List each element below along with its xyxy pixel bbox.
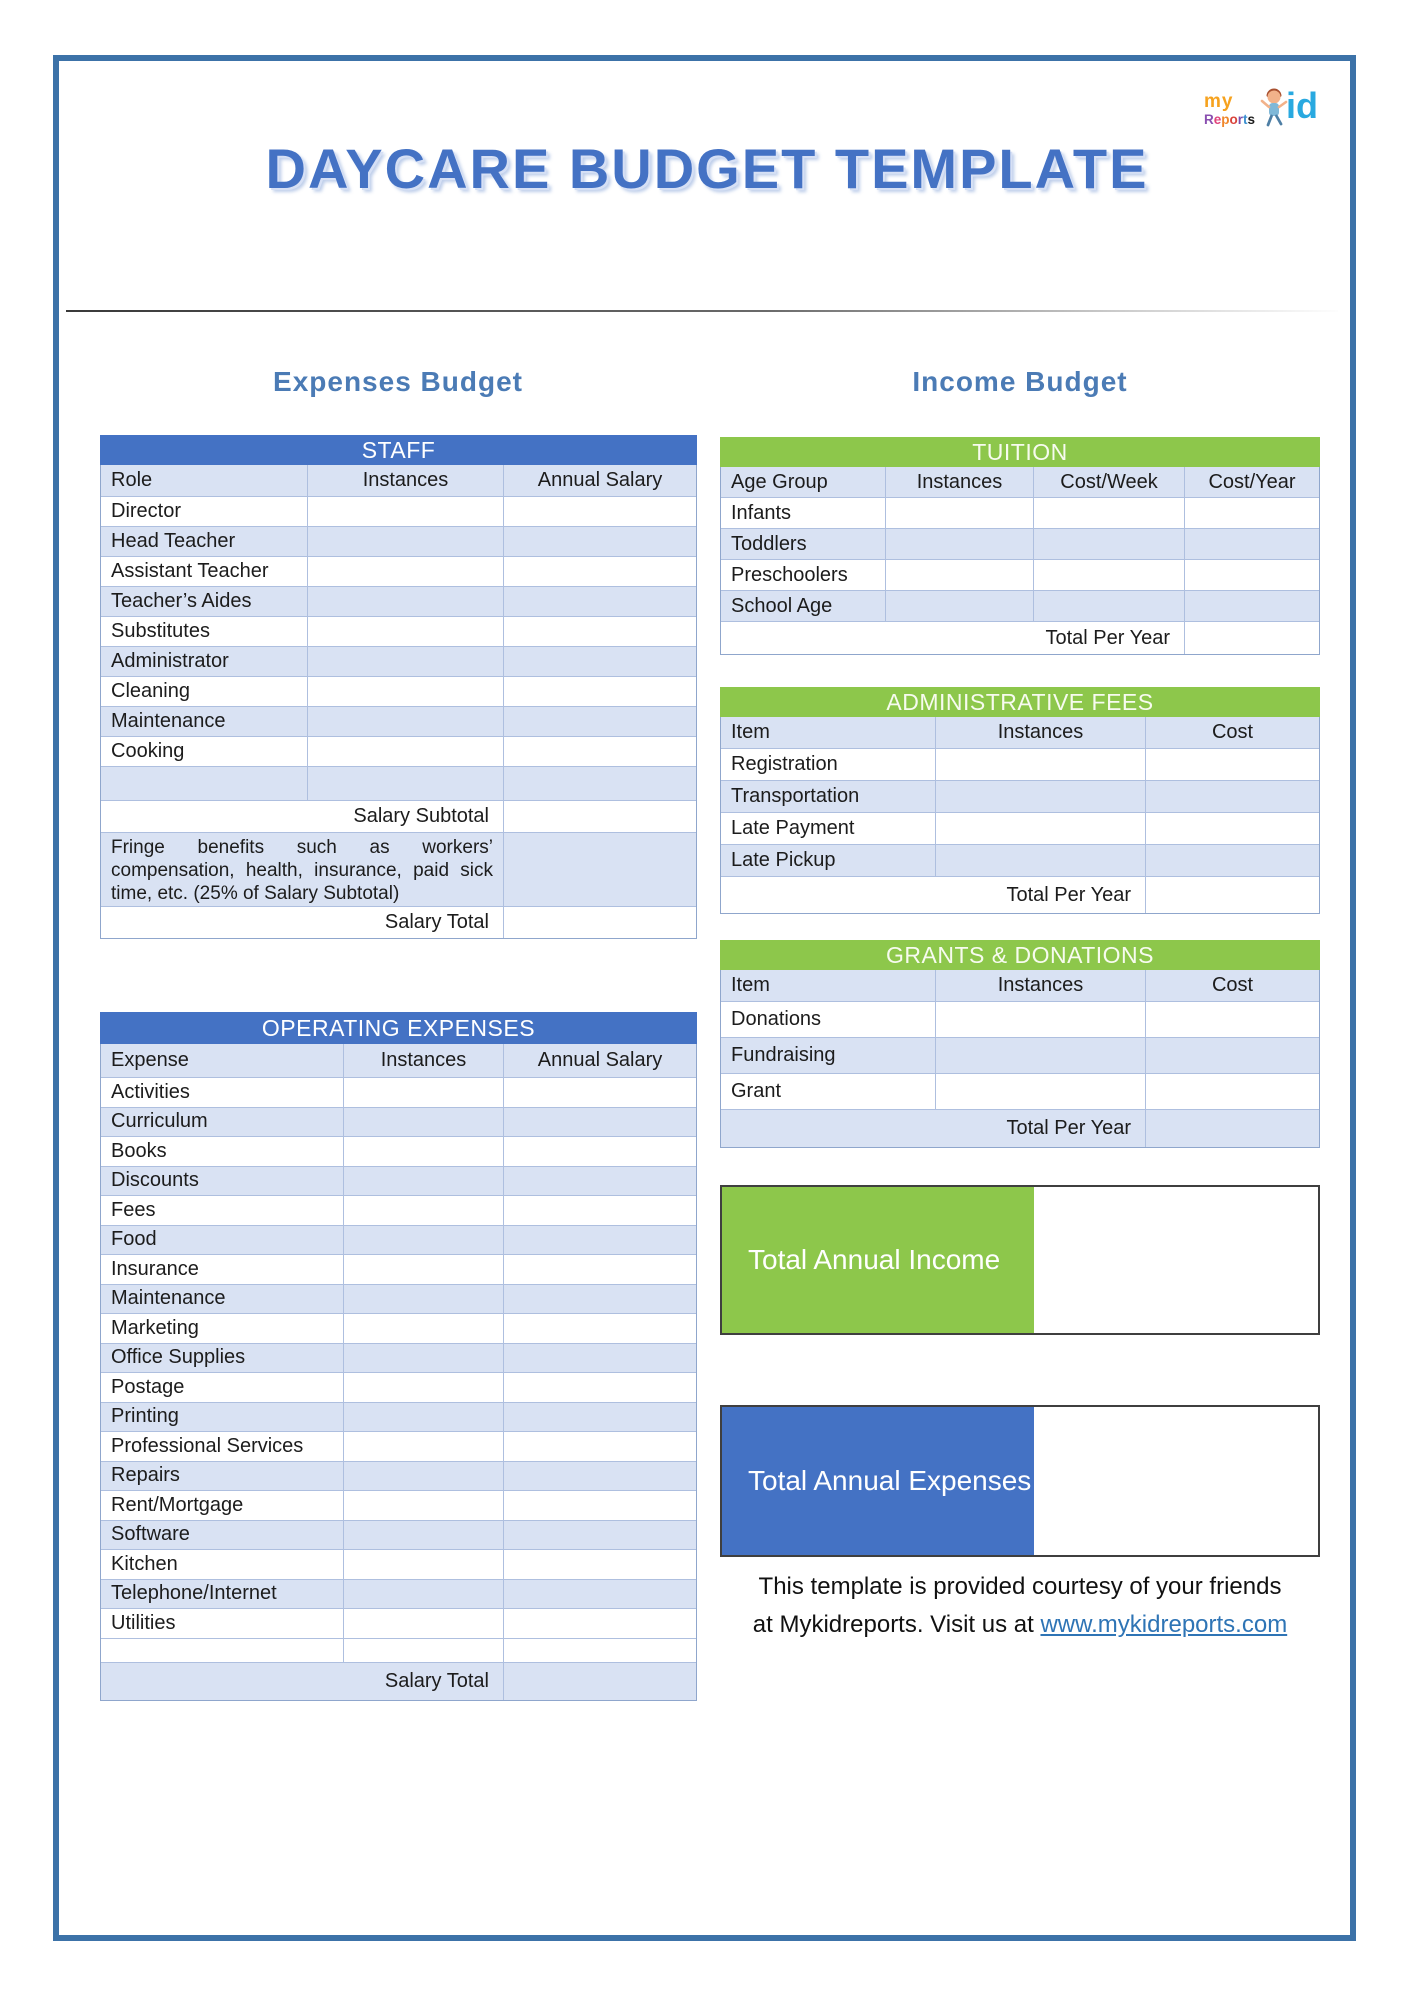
administrative-fees-table: [720, 687, 1320, 914]
expense-cell: Repairs: [101, 1462, 344, 1491]
instances-cell: [344, 1344, 504, 1373]
staff-row: [101, 616, 696, 646]
annual-salary-cell: [504, 1108, 696, 1137]
annual-salary-cell: [504, 1344, 696, 1373]
grants-total-row: [721, 1109, 1319, 1147]
instances-cell: [344, 1403, 504, 1432]
annual-salary-cell: [504, 647, 696, 676]
column-header-instances: Instances: [344, 1044, 504, 1077]
mykidreports-link[interactable]: www.mykidreports.com: [1040, 1611, 1288, 1638]
operating-header-row: [101, 1044, 696, 1077]
expense-row: [101, 1107, 696, 1137]
instances-cell: [936, 749, 1146, 780]
annual-salary-cell: [504, 1609, 696, 1638]
age-group-cell: Toddlers: [721, 529, 886, 559]
cost-year-cell: [1185, 591, 1319, 621]
kid-icon: [1259, 86, 1289, 133]
age-group-cell: Preschoolers: [721, 560, 886, 590]
instances-cell: [886, 591, 1034, 621]
instances-cell: [308, 497, 504, 526]
staff-empty-row: [101, 766, 696, 800]
annual-salary-cell: [504, 1373, 696, 1402]
annual-salary-cell: [504, 497, 696, 526]
instances-cell: [308, 707, 504, 736]
expense-row: [101, 1284, 696, 1314]
operating-salary-total-label: Salary Total: [101, 1663, 504, 1700]
expense-cell: Books: [101, 1137, 344, 1166]
grant-row: [721, 1037, 1319, 1073]
cost-cell: [1146, 1038, 1319, 1073]
cost-cell: [1146, 813, 1319, 844]
item-cell: Late Payment: [721, 813, 936, 844]
cost-week-cell: [1034, 498, 1185, 528]
cost-week-cell: [1034, 591, 1185, 621]
instances-cell: [344, 1108, 504, 1137]
expense-cell: Postage: [101, 1373, 344, 1402]
fringe-benefits-value: [504, 833, 696, 906]
instances-cell: [308, 587, 504, 616]
column-header-item: Item: [721, 970, 936, 1001]
annual-salary-cell: [504, 1137, 696, 1166]
fringe-benefits-row: [101, 832, 696, 906]
annual-salary-cell: [504, 677, 696, 706]
instances-cell: [344, 1314, 504, 1343]
expense-cell: Printing: [101, 1403, 344, 1432]
fringe-benefits-note: Fringe benefits such as workers’ compensation, health, insurance, paid sick time, etc. (25% of Salary Subtotal): [101, 833, 504, 906]
instances-cell: [344, 1167, 504, 1196]
expense-row: [101, 1372, 696, 1402]
column-header-annual-salary: Annual Salary: [537, 469, 663, 491]
grants-total-label: Total Per Year: [721, 1110, 1146, 1147]
instances-cell: [936, 781, 1146, 812]
admin-fee-row: [721, 844, 1319, 876]
grants-total-value: [1146, 1110, 1319, 1147]
instances-cell: [344, 1196, 504, 1225]
annual-salary-cell: [504, 1078, 696, 1107]
role-cell: Head Teacher: [101, 527, 308, 556]
instances-cell: [344, 1226, 504, 1255]
instances-cell: [936, 813, 1146, 844]
cost-cell: [1146, 749, 1319, 780]
column-header-instances: Instances: [308, 465, 504, 496]
expense-row: [101, 1490, 696, 1520]
column-header-item: Item: [721, 717, 936, 748]
expense-row: [101, 1520, 696, 1550]
instances-cell: [308, 677, 504, 706]
column-header-cost-week: Cost/Week: [1034, 467, 1185, 497]
administrative-fees-title: ADMINISTRATIVE FEES: [720, 687, 1320, 717]
cost-cell: [1146, 1074, 1319, 1109]
grant-row: [721, 1073, 1319, 1109]
role-cell: Cleaning: [101, 677, 308, 706]
expense-cell: Telephone/Internet: [101, 1580, 344, 1609]
tuition-row: [721, 497, 1319, 528]
admin-total-label: Total Per Year: [721, 877, 1146, 913]
annual-salary-cell: [504, 1196, 696, 1225]
instances-cell: [936, 1038, 1146, 1073]
annual-salary-cell: [504, 1521, 696, 1550]
cost-year-cell: [1185, 498, 1319, 528]
salary-total-row: [101, 906, 696, 938]
tuition-row: [721, 590, 1319, 621]
instances-cell: [936, 845, 1146, 876]
annual-salary-cell: [504, 1462, 696, 1491]
instances-cell: [936, 1074, 1146, 1109]
instances-cell: [886, 498, 1034, 528]
annual-salary-cell: [504, 1491, 696, 1520]
cost-year-cell: [1185, 560, 1319, 590]
tuition-table: [720, 437, 1320, 655]
item-cell: Fundraising: [721, 1038, 936, 1073]
expense-row: [101, 1313, 696, 1343]
role-cell: Teacher’s Aides: [101, 587, 308, 616]
column-header-instances: Instances: [936, 717, 1146, 748]
instances-cell: [344, 1550, 504, 1579]
cost-week-cell: [1034, 529, 1185, 559]
instances-cell: [308, 557, 504, 586]
instances-cell: [936, 1002, 1146, 1037]
expense-cell: Food: [101, 1226, 344, 1255]
column-header-expense: Expense: [101, 1044, 344, 1077]
total-annual-expenses-box: [720, 1405, 1320, 1557]
expense-row: [101, 1166, 696, 1196]
page-title: DAYCARE BUDGET TEMPLATE: [265, 137, 1149, 200]
age-group-cell: School Age: [721, 591, 886, 621]
annual-salary-cell: [504, 1167, 696, 1196]
annual-salary-cell: [504, 1226, 696, 1255]
admin-fee-row: [721, 812, 1319, 844]
item-cell: Grant: [721, 1074, 936, 1109]
admin-total-row: [721, 876, 1319, 913]
expense-cell: Rent/Mortgage: [101, 1491, 344, 1520]
operating-expenses-table: [100, 1012, 697, 1701]
item-cell: Transportation: [721, 781, 936, 812]
expense-cell: Utilities: [101, 1609, 344, 1638]
column-header-age-group: Age Group: [721, 467, 886, 497]
staff-row: [101, 646, 696, 676]
admin-header-row: [721, 717, 1319, 748]
instances-cell: [344, 1462, 504, 1491]
staff-row: [101, 736, 696, 766]
instances-cell: [344, 1609, 504, 1638]
operating-expenses-title: OPERATING EXPENSES: [100, 1012, 697, 1044]
instances-cell: [344, 1285, 504, 1314]
staff-row: [101, 526, 696, 556]
expense-row: [101, 1077, 696, 1107]
tuition-total-label: Total Per Year: [721, 622, 1185, 654]
instances-cell: [886, 529, 1034, 559]
annual-salary-cell: [504, 557, 696, 586]
expense-cell: Kitchen: [101, 1550, 344, 1579]
total-annual-income-label: Total Annual Income: [722, 1187, 1034, 1333]
expense-cell: Professional Services: [101, 1432, 344, 1461]
expense-row: [101, 1461, 696, 1491]
logo-text-left: [1204, 92, 1255, 127]
operating-empty-row: [101, 1638, 696, 1662]
operating-salary-total-value: [504, 1663, 696, 1700]
item-cell: Late Pickup: [721, 845, 936, 876]
annual-salary-cell: [504, 737, 696, 766]
column-header-cost-year: Cost/Year: [1208, 470, 1296, 493]
expense-cell: Software: [101, 1521, 344, 1550]
expense-row: [101, 1343, 696, 1373]
logo-id-text: id: [1286, 85, 1319, 126]
grant-row: [721, 1001, 1319, 1037]
item-cell: Donations: [721, 1002, 936, 1037]
instances-cell: [886, 560, 1034, 590]
cost-cell: [1146, 781, 1319, 812]
total-annual-income-value: [1034, 1187, 1318, 1333]
expense-row: [101, 1195, 696, 1225]
instances-cell: [308, 647, 504, 676]
logo-my-text: my: [1204, 91, 1234, 112]
total-annual-income-box: [720, 1185, 1320, 1335]
expense-row: [101, 1402, 696, 1432]
expense-row: [101, 1136, 696, 1166]
role-cell: Assistant Teacher: [101, 557, 308, 586]
expense-cell: Activities: [101, 1078, 344, 1107]
mykidreports-logo: [1204, 86, 1318, 133]
expense-cell: Office Supplies: [101, 1344, 344, 1373]
expense-cell: Marketing: [101, 1314, 344, 1343]
staff-row: [101, 706, 696, 736]
admin-fee-row: [721, 780, 1319, 812]
instances-cell: [344, 1078, 504, 1107]
expense-cell: Fees: [101, 1196, 344, 1225]
annual-salary-cell: [504, 707, 696, 736]
cost-week-cell: [1034, 560, 1185, 590]
cost-cell: [1146, 1002, 1319, 1037]
operating-salary-total-row: [101, 1662, 696, 1700]
instances-cell: [344, 1373, 504, 1402]
salary-subtotal-row: [101, 800, 696, 832]
tuition-row: [721, 528, 1319, 559]
staff-header-row: [101, 465, 696, 496]
staff-row: [101, 676, 696, 706]
instances-cell: [344, 1432, 504, 1461]
total-annual-expenses-value: [1034, 1407, 1318, 1555]
expense-cell: Discounts: [101, 1167, 344, 1196]
instances-cell: [344, 1580, 504, 1609]
instances-cell: [344, 1491, 504, 1520]
expense-row: [101, 1254, 696, 1284]
salary-subtotal-value: [504, 801, 696, 832]
logo-reports-text: Reports: [1204, 112, 1256, 127]
expense-row: [101, 1549, 696, 1579]
income-budget-heading: Income Budget: [912, 366, 1128, 397]
annual-salary-cell: [504, 587, 696, 616]
expense-cell: Insurance: [101, 1255, 344, 1284]
annual-salary-cell: [504, 527, 696, 556]
admin-total-value: [1146, 877, 1319, 913]
staff-row: [101, 586, 696, 616]
column-header-instances: Instances: [936, 970, 1146, 1001]
staff-row: [101, 556, 696, 586]
annual-salary-cell: [504, 1550, 696, 1579]
expenses-budget-heading: Expenses Budget: [273, 366, 523, 397]
expense-row: [101, 1579, 696, 1609]
role-cell: Cooking: [101, 737, 308, 766]
role-cell: Substitutes: [101, 617, 308, 646]
salary-total-value: [504, 907, 696, 938]
annual-salary-cell: [504, 617, 696, 646]
title-divider: [66, 310, 1338, 312]
cost-year-cell: [1185, 529, 1319, 559]
grants-header-row: [721, 970, 1319, 1001]
item-cell: Registration: [721, 749, 936, 780]
annual-salary-cell: [504, 1314, 696, 1343]
column-header-instances: Instances: [886, 467, 1034, 497]
column-header-cost: Cost: [1211, 721, 1254, 743]
salary-total-label: Salary Total: [101, 907, 504, 938]
salary-subtotal-label: Salary Subtotal: [101, 801, 504, 832]
role-cell: Administrator: [101, 647, 308, 676]
role-cell: Maintenance: [101, 707, 308, 736]
instances-cell: [308, 527, 504, 556]
expense-cell: Curriculum: [101, 1108, 344, 1137]
annual-salary-cell: [504, 1403, 696, 1432]
instances-cell: [344, 1255, 504, 1284]
total-annual-expenses-label: Total Annual Expenses: [722, 1407, 1034, 1555]
tuition-total-value: [1185, 622, 1319, 654]
admin-fee-row: [721, 748, 1319, 780]
tuition-header-row: [721, 467, 1319, 497]
column-header-cost: Cost: [1211, 974, 1254, 996]
footer-note: [714, 1568, 1326, 1644]
staff-row: [101, 496, 696, 526]
tuition-row: [721, 559, 1319, 590]
instances-cell: [344, 1137, 504, 1166]
grants-donations-title: GRANTS & DONATIONS: [720, 940, 1320, 970]
column-header-annual-salary: Annual Salary: [537, 1049, 663, 1071]
column-header-role: Role: [101, 465, 308, 496]
staff-table: [100, 435, 697, 939]
expense-row: [101, 1608, 696, 1638]
footer-line2: at Mykidreports. Visit us at: [752, 1611, 1041, 1638]
tuition-table-title: TUITION: [720, 437, 1320, 467]
age-group-cell: Infants: [721, 498, 886, 528]
annual-salary-cell: [504, 1285, 696, 1314]
instances-cell: [344, 1521, 504, 1550]
expense-row: [101, 1225, 696, 1255]
expense-row: [101, 1431, 696, 1461]
role-cell: Director: [101, 497, 308, 526]
grants-donations-table: [720, 940, 1320, 1148]
cost-cell: [1146, 845, 1319, 876]
annual-salary-cell: [504, 1580, 696, 1609]
staff-table-title: STAFF: [100, 435, 697, 465]
tuition-total-row: [721, 621, 1319, 654]
footer-line1: This template is provided courtesy of your friends: [758, 1573, 1282, 1600]
instances-cell: [308, 737, 504, 766]
annual-salary-cell: [504, 1432, 696, 1461]
expense-cell: Maintenance: [101, 1285, 344, 1314]
instances-cell: [308, 617, 504, 646]
annual-salary-cell: [504, 1255, 696, 1284]
